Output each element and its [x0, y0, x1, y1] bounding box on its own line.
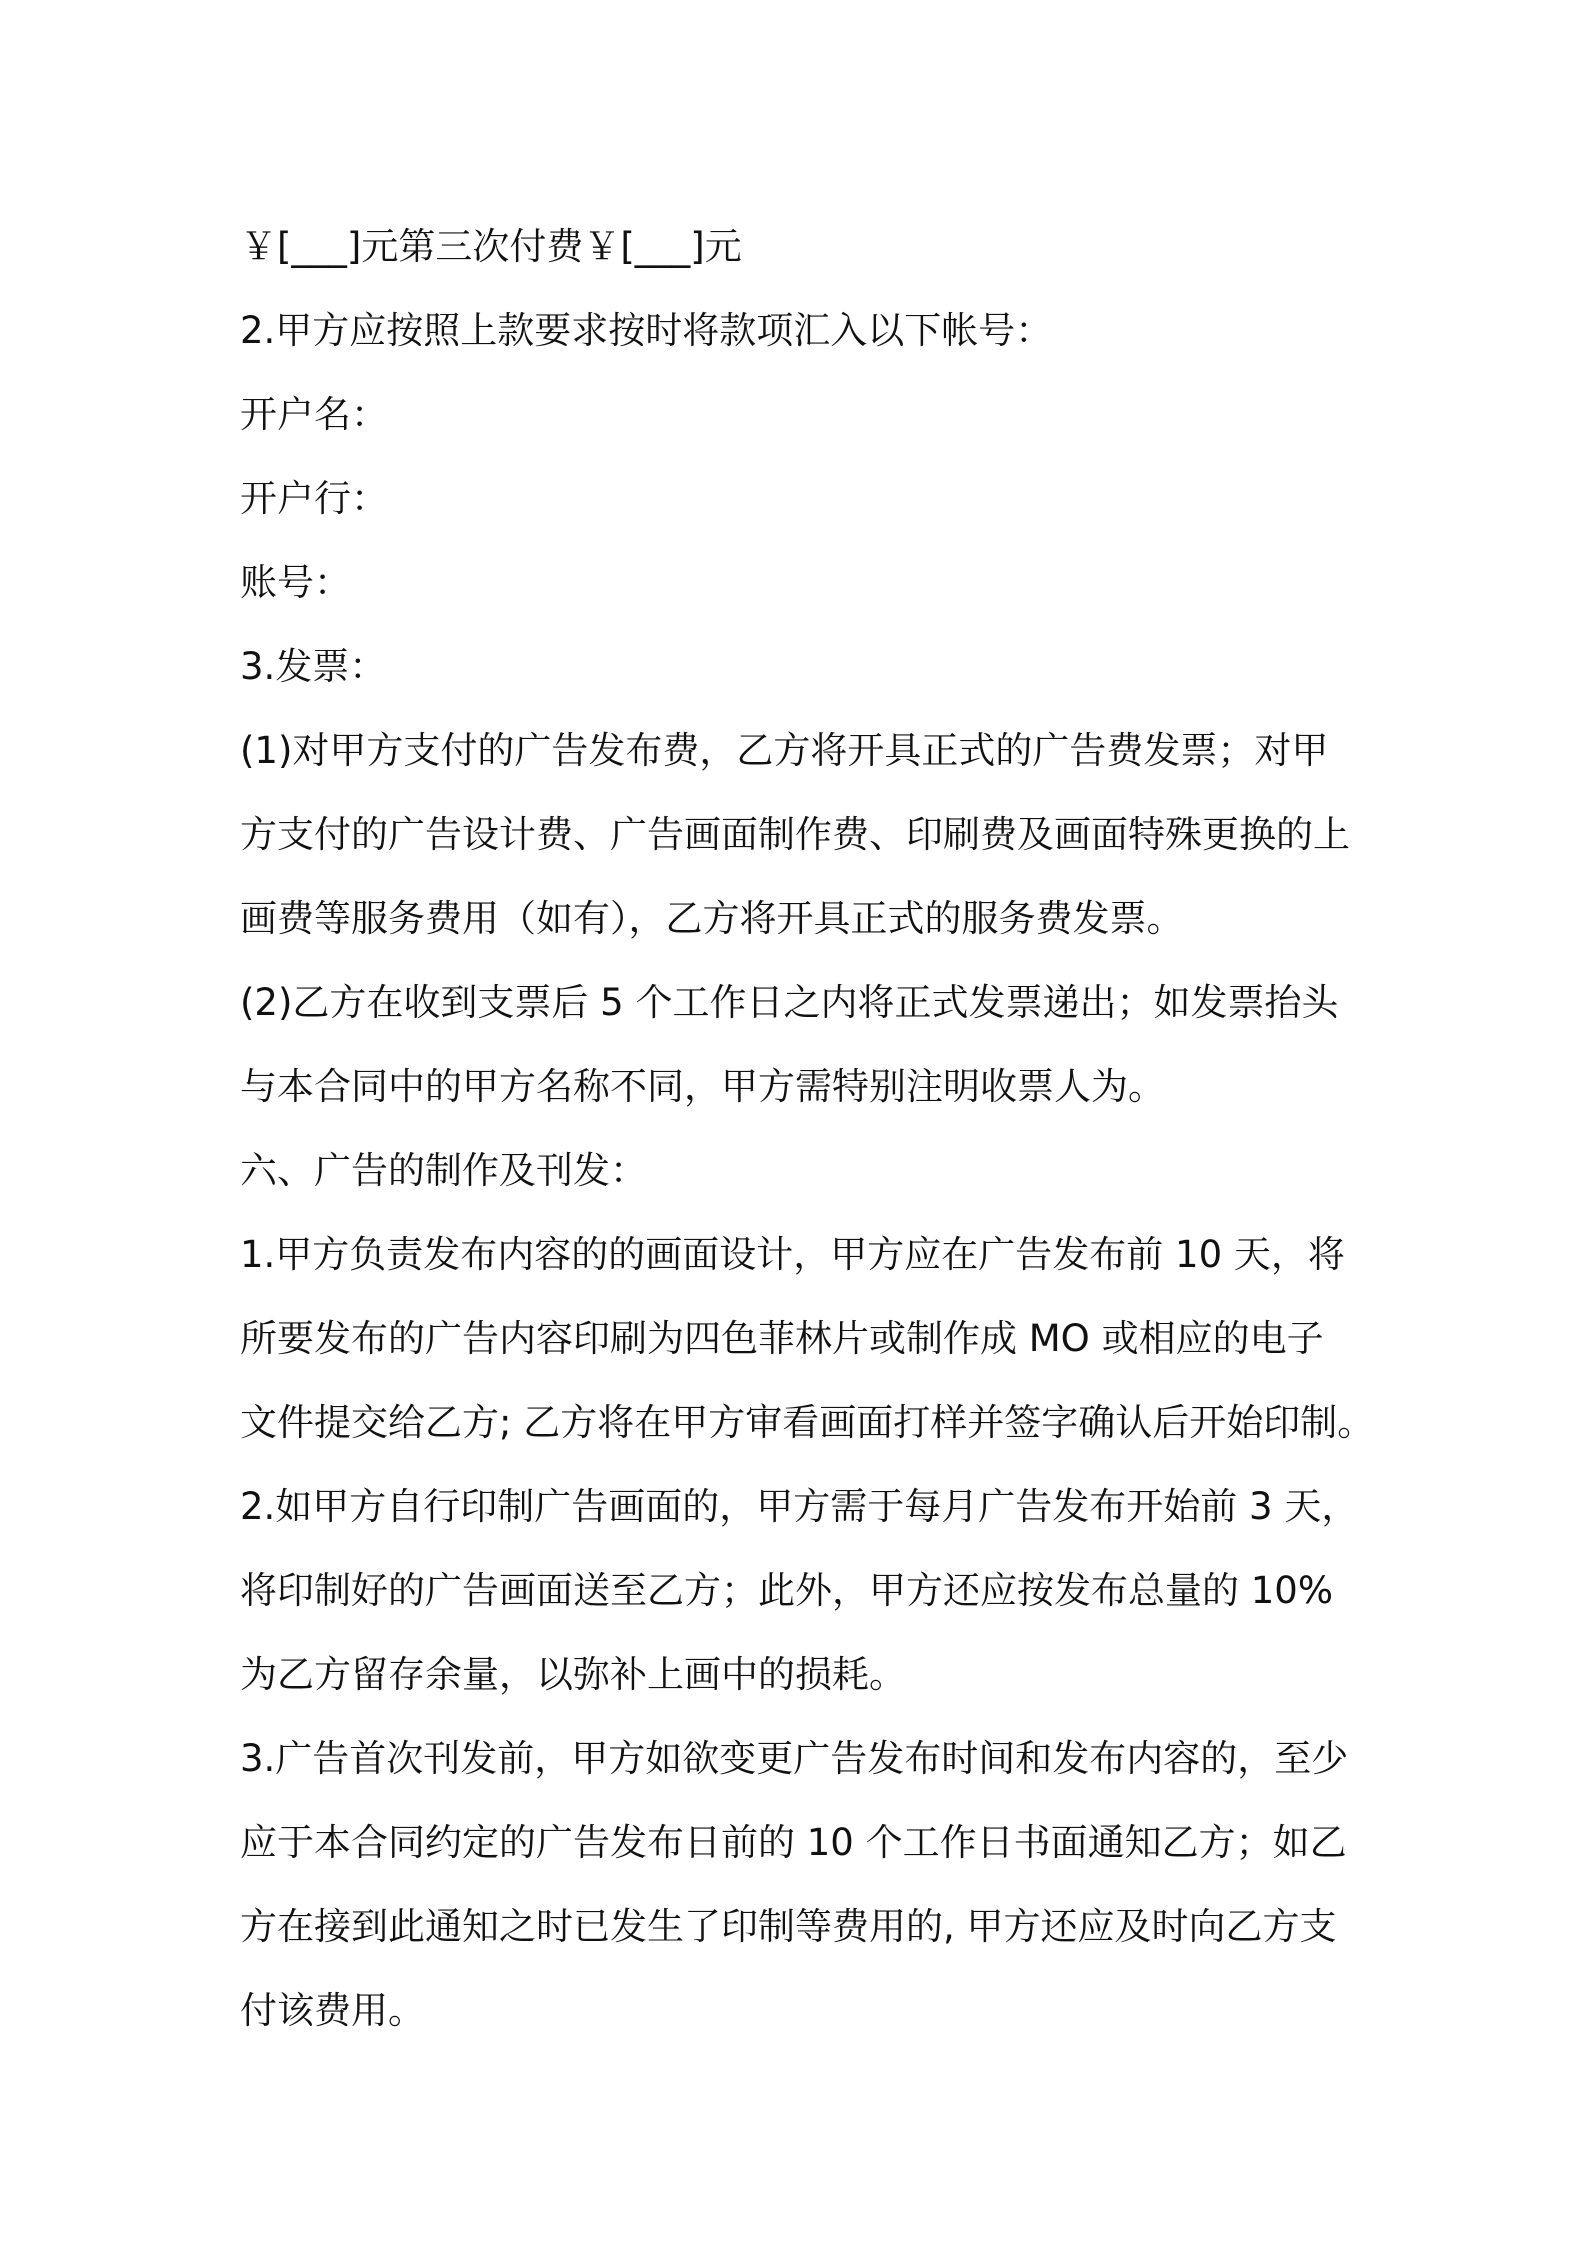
invoice-clause-1-line-1: (1)对甲方支付的广告发布费，乙方将开具正式的广告费发票；对甲 [240, 729, 1329, 772]
production-clause-1-line-1: 1.甲方负责发布内容的的画面设计，甲方应在广告发布前 10 天，将 [240, 1233, 1345, 1276]
invoice-clause-1-line-3: 画费等服务费用（如有），乙方将开具正式的服务费发票。 [240, 897, 1184, 940]
invoice-clause-2-line-2: 与本合同中的甲方名称不同，甲方需特别注明收票人为。 [240, 1065, 1165, 1108]
production-clause-2-line-1: 2.如甲方自行印制广告画面的，甲方需于每月广告发布开始前 3 天， [240, 1485, 1359, 1528]
payment-third-line: ￥[___]元第三次付费￥[___]元 [240, 225, 742, 268]
account-number-label: 账号： [240, 561, 351, 604]
production-clause-3-line-1: 3.广告首次刊发前，甲方如欲变更广告发布时间和发布内容的，至少 [240, 1737, 1349, 1780]
section-six-heading: 六、广告的制作及刊发： [240, 1149, 647, 1192]
production-clause-3-line-2: 应于本合同约定的广告发布日前的 10 个工作日书面通知乙方；如乙 [240, 1821, 1347, 1864]
account-name-label: 开户名： [240, 393, 388, 436]
payment-account-clause: 2.甲方应按照上款要求按时将款项汇入以下帐号： [240, 309, 1053, 352]
production-clause-3-line-4: 付该费用。 [240, 1989, 425, 2032]
production-clause-2-line-3: 为乙方留存余量，以弥补上画中的损耗。 [240, 1653, 906, 1696]
bank-name-label: 开户行： [240, 477, 388, 520]
invoice-clause-2-line-1: (2)乙方在收到支票后 5 个工作日之内将正式发票递出；如发票抬头 [240, 981, 1339, 1024]
production-clause-1-line-2: 所要发布的广告内容印刷为四色菲林片或制作成 MO 或相应的电子 [240, 1317, 1324, 1360]
invoice-clause-1-line-2: 方支付的广告设计费、广告画面制作费、印刷费及画面特殊更换的上 [240, 813, 1350, 856]
invoice-heading: 3.发票： [240, 645, 387, 688]
production-clause-2-line-2: 将印制好的广告画面送至乙方；此外，甲方还应按发布总量的 10% [240, 1569, 1333, 1612]
production-clause-3-line-3: 方在接到此通知之时已发生了印制等费用的, 甲方还应及时向乙方支 [240, 1905, 1337, 1948]
production-clause-1-line-3: 文件提交给乙方; 乙方将在甲方审看画面打样并签字确认后开始印制。 [240, 1401, 1375, 1444]
document-body [240, 205, 1390, 2053]
